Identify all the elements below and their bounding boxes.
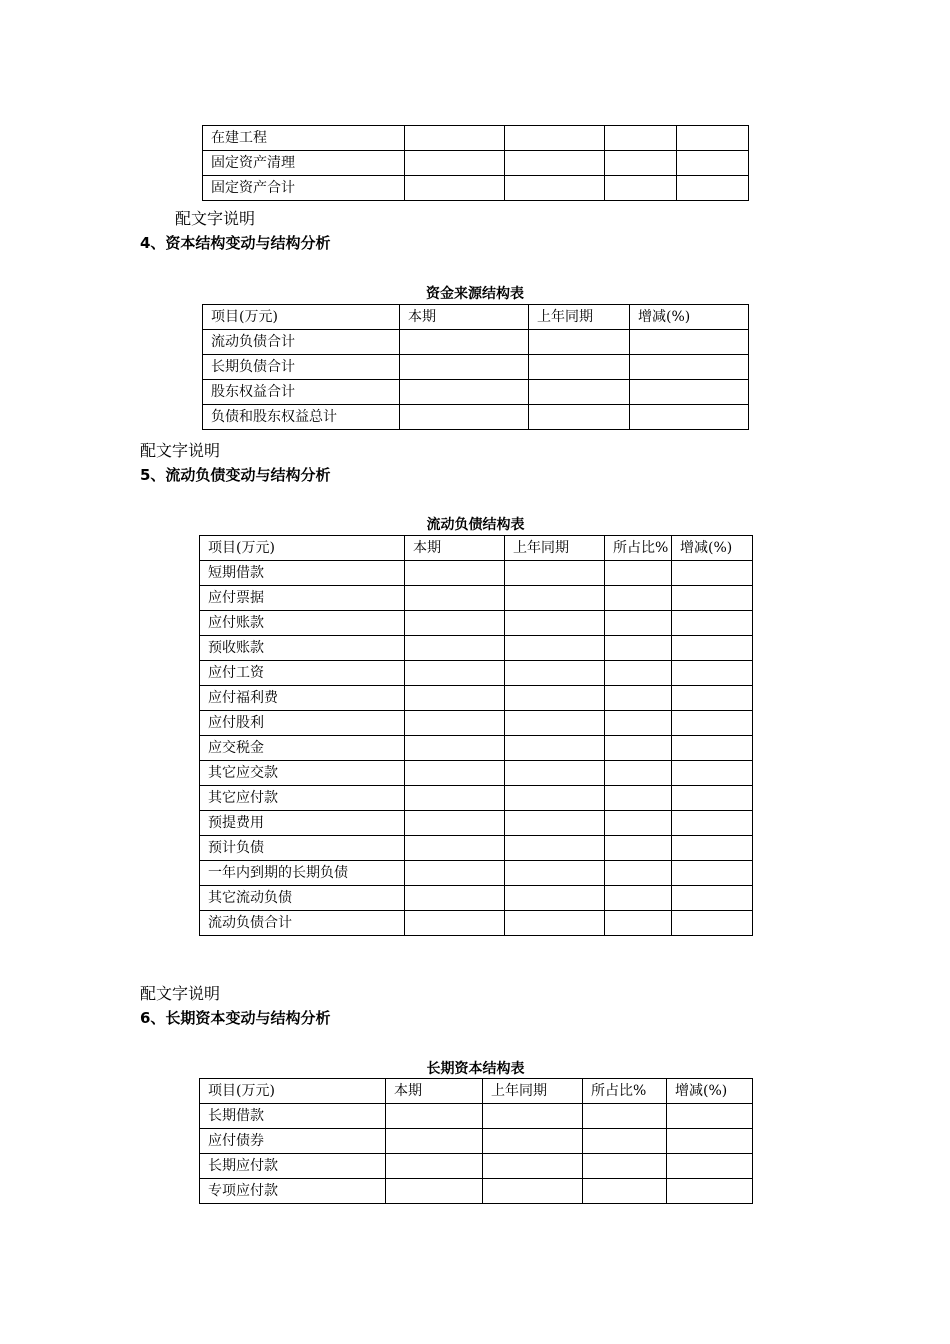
table-row bbox=[200, 1129, 753, 1154]
empty-cell bbox=[483, 1104, 583, 1129]
empty-cell bbox=[605, 811, 672, 836]
empty-cell bbox=[630, 380, 749, 405]
row-label: 负债和股东权益总计 bbox=[203, 405, 400, 430]
empty-cell bbox=[405, 761, 505, 786]
empty-cell bbox=[672, 711, 753, 736]
empty-cell bbox=[605, 861, 672, 886]
column-header: 增减(%) bbox=[667, 1079, 753, 1104]
table-row bbox=[200, 1179, 753, 1204]
row-label: 其它流动负债 bbox=[200, 886, 405, 911]
row-label: 长期借款 bbox=[200, 1104, 386, 1129]
empty-cell bbox=[505, 611, 605, 636]
row-label: 股东权益合计 bbox=[203, 380, 400, 405]
capital-source-rows bbox=[203, 305, 749, 430]
empty-cell bbox=[605, 836, 672, 861]
empty-cell bbox=[505, 836, 605, 861]
empty-cell bbox=[483, 1129, 583, 1154]
column-header: 所占比% bbox=[583, 1079, 667, 1104]
row-label: 专项应付款 bbox=[200, 1179, 386, 1204]
longterm-table-caption: 长期资本结构表 bbox=[426, 1061, 525, 1077]
empty-cell bbox=[400, 380, 529, 405]
empty-cell bbox=[405, 151, 505, 176]
table-row bbox=[200, 861, 753, 886]
empty-cell bbox=[405, 886, 505, 911]
row-label: 应付工资 bbox=[200, 661, 405, 686]
row-label: 应交税金 bbox=[200, 736, 405, 761]
longterm-rows bbox=[200, 1079, 753, 1204]
table-row bbox=[203, 405, 749, 430]
empty-cell bbox=[605, 636, 672, 661]
empty-cell bbox=[667, 1154, 753, 1179]
row-label: 流动负债合计 bbox=[200, 911, 405, 936]
empty-cell bbox=[405, 711, 505, 736]
empty-cell bbox=[605, 686, 672, 711]
empty-cell bbox=[386, 1179, 483, 1204]
empty-cell bbox=[483, 1179, 583, 1204]
section-4-heading: 4、资本结构变动与结构分析 bbox=[140, 234, 331, 252]
row-label: 预计负债 bbox=[200, 836, 405, 861]
row-label: 应付福利费 bbox=[200, 686, 405, 711]
table-row bbox=[203, 126, 749, 151]
column-header: 项目(万元) bbox=[203, 305, 400, 330]
table-row bbox=[200, 661, 753, 686]
column-header: 增减(%) bbox=[630, 305, 749, 330]
empty-cell bbox=[505, 886, 605, 911]
capital-source-table bbox=[202, 304, 749, 430]
empty-cell bbox=[583, 1104, 667, 1129]
row-label: 流动负债合计 bbox=[203, 330, 400, 355]
empty-cell bbox=[505, 176, 605, 201]
empty-cell bbox=[405, 686, 505, 711]
empty-cell bbox=[405, 911, 505, 936]
empty-cell bbox=[386, 1129, 483, 1154]
empty-cell bbox=[405, 561, 505, 586]
empty-cell bbox=[505, 861, 605, 886]
row-label: 应付票据 bbox=[200, 586, 405, 611]
empty-cell bbox=[605, 911, 672, 936]
empty-cell bbox=[605, 176, 677, 201]
empty-cell bbox=[405, 836, 505, 861]
empty-cell bbox=[529, 355, 630, 380]
empty-cell bbox=[667, 1104, 753, 1129]
fixed-assets-table bbox=[202, 125, 749, 201]
empty-cell bbox=[672, 611, 753, 636]
empty-cell bbox=[400, 330, 529, 355]
empty-cell bbox=[677, 176, 749, 201]
empty-cell bbox=[667, 1129, 753, 1154]
empty-cell bbox=[529, 330, 630, 355]
empty-cell bbox=[605, 151, 677, 176]
empty-cell bbox=[405, 861, 505, 886]
section-5-heading: 5、流动负债变动与结构分析 bbox=[140, 466, 331, 484]
empty-cell bbox=[405, 636, 505, 661]
empty-cell bbox=[672, 761, 753, 786]
table-row bbox=[200, 611, 753, 636]
row-label: 固定资产合计 bbox=[203, 176, 405, 201]
row-label: 长期负债合计 bbox=[203, 355, 400, 380]
current-liab-table bbox=[199, 535, 753, 936]
column-header: 上年同期 bbox=[529, 305, 630, 330]
empty-cell bbox=[630, 355, 749, 380]
table-row bbox=[200, 836, 753, 861]
empty-cell bbox=[672, 811, 753, 836]
empty-cell bbox=[677, 151, 749, 176]
column-header: 上年同期 bbox=[505, 536, 605, 561]
row-label: 应付股利 bbox=[200, 711, 405, 736]
empty-cell bbox=[529, 380, 630, 405]
empty-cell bbox=[400, 355, 529, 380]
empty-cell bbox=[400, 405, 529, 430]
column-header: 项目(万元) bbox=[200, 536, 405, 561]
table-row bbox=[203, 151, 749, 176]
table-row bbox=[200, 686, 753, 711]
empty-cell bbox=[672, 686, 753, 711]
table-row bbox=[203, 176, 749, 201]
empty-cell bbox=[405, 126, 505, 151]
empty-cell bbox=[405, 811, 505, 836]
empty-cell bbox=[677, 126, 749, 151]
empty-cell bbox=[672, 636, 753, 661]
column-header: 本期 bbox=[405, 536, 505, 561]
empty-cell bbox=[605, 661, 672, 686]
empty-cell bbox=[505, 736, 605, 761]
row-label: 一年内到期的长期负债 bbox=[200, 861, 405, 886]
table-row bbox=[200, 636, 753, 661]
empty-cell bbox=[405, 176, 505, 201]
empty-cell bbox=[505, 561, 605, 586]
empty-cell bbox=[672, 586, 753, 611]
empty-cell bbox=[505, 711, 605, 736]
empty-cell bbox=[505, 811, 605, 836]
empty-cell bbox=[672, 786, 753, 811]
column-header: 项目(万元) bbox=[200, 1079, 386, 1104]
empty-cell bbox=[667, 1179, 753, 1204]
row-label: 其它应付款 bbox=[200, 786, 405, 811]
explanation-note-3: 配文字说明 bbox=[140, 984, 221, 1003]
empty-cell bbox=[605, 736, 672, 761]
row-label: 短期借款 bbox=[200, 561, 405, 586]
empty-cell bbox=[505, 586, 605, 611]
empty-cell bbox=[605, 711, 672, 736]
empty-cell bbox=[672, 836, 753, 861]
empty-cell bbox=[505, 636, 605, 661]
table-row bbox=[203, 380, 749, 405]
empty-cell bbox=[672, 886, 753, 911]
empty-cell bbox=[483, 1154, 583, 1179]
empty-cell bbox=[605, 611, 672, 636]
table-row bbox=[200, 586, 753, 611]
empty-cell bbox=[583, 1179, 667, 1204]
table-row bbox=[200, 711, 753, 736]
row-label: 应付账款 bbox=[200, 611, 405, 636]
row-label: 在建工程 bbox=[203, 126, 405, 151]
table-row bbox=[203, 330, 749, 355]
column-header: 增减(%) bbox=[672, 536, 753, 561]
table-row bbox=[200, 761, 753, 786]
table-row bbox=[200, 886, 753, 911]
longterm-table bbox=[199, 1078, 753, 1204]
table-row bbox=[200, 1104, 753, 1129]
table-row bbox=[200, 736, 753, 761]
empty-cell bbox=[405, 586, 505, 611]
empty-cell bbox=[672, 561, 753, 586]
empty-cell bbox=[505, 911, 605, 936]
empty-cell bbox=[605, 126, 677, 151]
table-row bbox=[200, 811, 753, 836]
explanation-note-1: 配文字说明 bbox=[175, 209, 256, 228]
table-header-row bbox=[203, 305, 749, 330]
table-row bbox=[200, 911, 753, 936]
empty-cell bbox=[630, 330, 749, 355]
empty-cell bbox=[672, 661, 753, 686]
empty-cell bbox=[605, 886, 672, 911]
table-row bbox=[200, 786, 753, 811]
empty-cell bbox=[605, 786, 672, 811]
empty-cell bbox=[405, 661, 505, 686]
table-header-row bbox=[200, 536, 753, 561]
empty-cell bbox=[505, 126, 605, 151]
capital-source-table-caption: 资金来源结构表 bbox=[426, 286, 524, 302]
empty-cell bbox=[405, 786, 505, 811]
section-6-heading: 6、长期资本变动与结构分析 bbox=[140, 1009, 331, 1027]
current-liab-table-caption: 流动负债结构表 bbox=[426, 517, 525, 533]
empty-cell bbox=[672, 736, 753, 761]
row-label: 应付债券 bbox=[200, 1129, 386, 1154]
table-row bbox=[203, 355, 749, 380]
empty-cell bbox=[505, 761, 605, 786]
row-label: 其它应交款 bbox=[200, 761, 405, 786]
empty-cell bbox=[672, 911, 753, 936]
empty-cell bbox=[505, 686, 605, 711]
current-liab-rows bbox=[200, 536, 753, 936]
empty-cell bbox=[529, 405, 630, 430]
table-row bbox=[200, 1154, 753, 1179]
empty-cell bbox=[630, 405, 749, 430]
empty-cell bbox=[386, 1104, 483, 1129]
fixed-assets-rows bbox=[203, 126, 749, 201]
row-label: 预收账款 bbox=[200, 636, 405, 661]
empty-cell bbox=[583, 1154, 667, 1179]
row-label: 固定资产清理 bbox=[203, 151, 405, 176]
row-label: 长期应付款 bbox=[200, 1154, 386, 1179]
empty-cell bbox=[605, 561, 672, 586]
column-header: 本期 bbox=[400, 305, 529, 330]
table-row bbox=[200, 561, 753, 586]
row-label: 预提费用 bbox=[200, 811, 405, 836]
table-header-row bbox=[200, 1079, 753, 1104]
empty-cell bbox=[505, 661, 605, 686]
column-header: 上年同期 bbox=[483, 1079, 583, 1104]
empty-cell bbox=[386, 1154, 483, 1179]
empty-cell bbox=[605, 586, 672, 611]
empty-cell bbox=[505, 151, 605, 176]
empty-cell bbox=[672, 861, 753, 886]
empty-cell bbox=[505, 786, 605, 811]
empty-cell bbox=[605, 761, 672, 786]
empty-cell bbox=[583, 1129, 667, 1154]
column-header: 所占比% bbox=[605, 536, 672, 561]
empty-cell bbox=[405, 736, 505, 761]
column-header: 本期 bbox=[386, 1079, 483, 1104]
explanation-note-2: 配文字说明 bbox=[140, 441, 221, 460]
empty-cell bbox=[405, 611, 505, 636]
